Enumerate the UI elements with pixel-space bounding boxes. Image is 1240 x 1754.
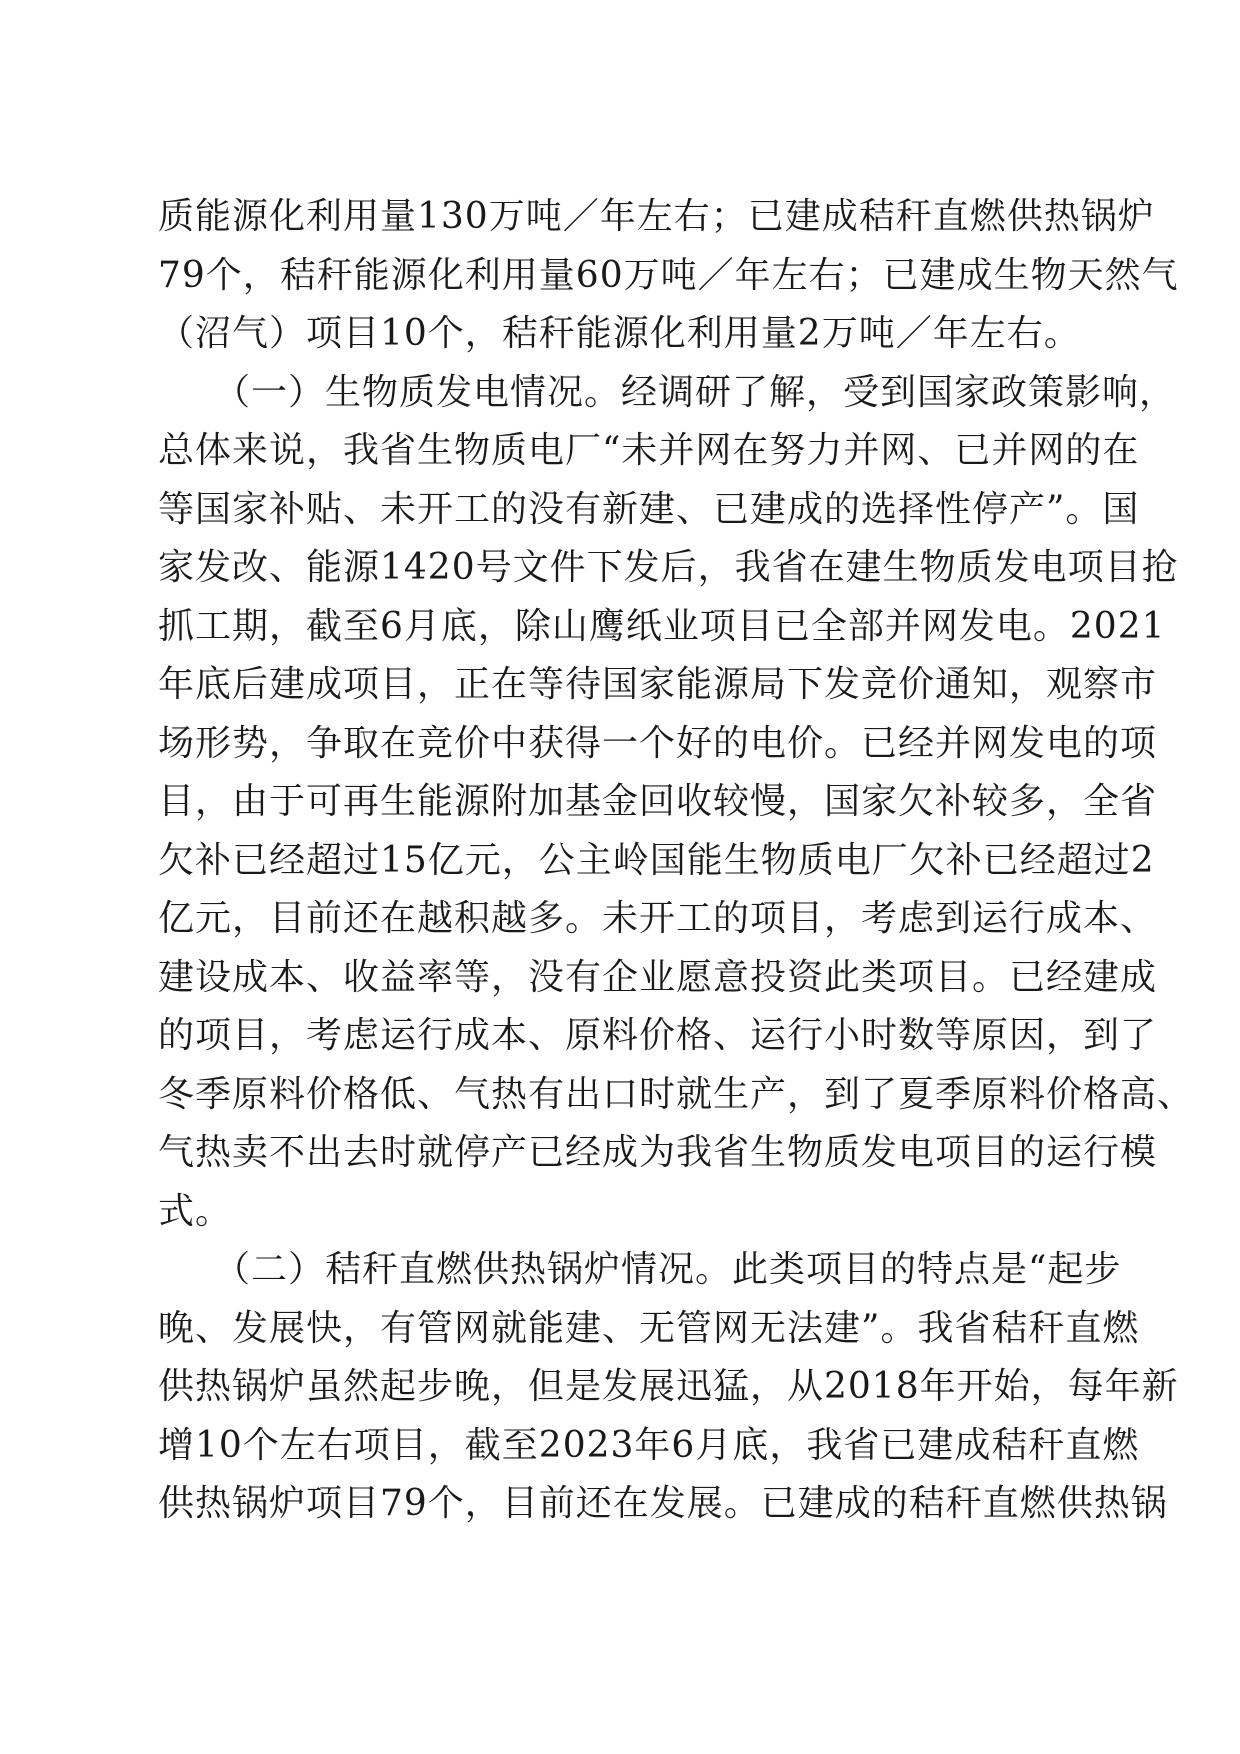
text-line: 家发改、能源1420号文件下发后，我省在建生物质发电项目抢 [158, 547, 1179, 588]
paragraph-one-heading-line: （一）生物质发电情况。经调研了解，受到国家政策影响， [158, 371, 1177, 413]
text-line: 质能源化利用量130万吨／年左右；已建成秸秆直燃供热锅炉 [158, 196, 1155, 237]
text-line: 式。 [158, 1190, 233, 1232]
text-line: 欠补已经超过15亿元，公主岭国能生物质电厂欠补已经超过2 [158, 839, 1155, 881]
text-line: 冬季原料价格低、气热有出口时就生产，到了夏季原料价格高、 [158, 1073, 1195, 1115]
text-line: 等国家补贴、未开工的没有新建、已建成的选择性停产”。国 [158, 488, 1140, 530]
text-line: 抓工期，截至6月底，除山鹰纸业项目已全部并网发电。2021 [158, 605, 1166, 647]
text-line: 总体来说，我省生物质电厂“未并网在努力并网、已并网的在 [158, 430, 1140, 471]
text-line: （沼气）项目10个，秸秆能源化利用量2万吨／年左右。 [158, 313, 1081, 354]
text-line: 建设成本、收益率等，没有企业愿意投资此类项目。已经建成 [158, 956, 1158, 998]
text-line: 晚、发展快，有管网就能建、无管网无法建”。我省秸秆直燃 [158, 1307, 1140, 1349]
text-line: 79个，秸秆能源化利用量60万吨／年左右；已建成生物天然气 [158, 254, 1179, 296]
text-line: 的项目，考虑运行成本、原料价格、运行小时数等原因，到了 [158, 1015, 1158, 1056]
paragraph-two-heading-line: （二）秸秆直燃供热锅炉情况。此类项目的特点是“起步 [158, 1249, 1122, 1290]
text-line: 亿元，目前还在越积越多。未开工的项目，考虑到运行成本、 [158, 898, 1158, 939]
text-line: 目，由于可再生能源附加基金回收较慢，国家欠补较多，全省 [158, 781, 1158, 822]
text-line: 供热锅炉虽然起步晚，但是发展迅猛，从2018年开始，每年新 [158, 1366, 1179, 1407]
text-line: 场形势，争取在竞价中获得一个好的电价。已经并网发电的项 [158, 722, 1158, 764]
text-line: 供热锅炉项目79个，目前还在发展。已建成的秸秆直燃供热锅 [158, 1483, 1168, 1524]
text-line: 气热卖不出去时就停产已经成为我省生物质发电项目的运行模 [158, 1132, 1158, 1173]
body-text [158, 188, 1195, 1534]
text-line: 增10个左右项目，截至2023年6月底，我省已建成秸秆直燃 [158, 1424, 1140, 1466]
text-line: 年底后建成项目，正在等待国家能源局下发竞价通知，观察市 [158, 664, 1158, 705]
